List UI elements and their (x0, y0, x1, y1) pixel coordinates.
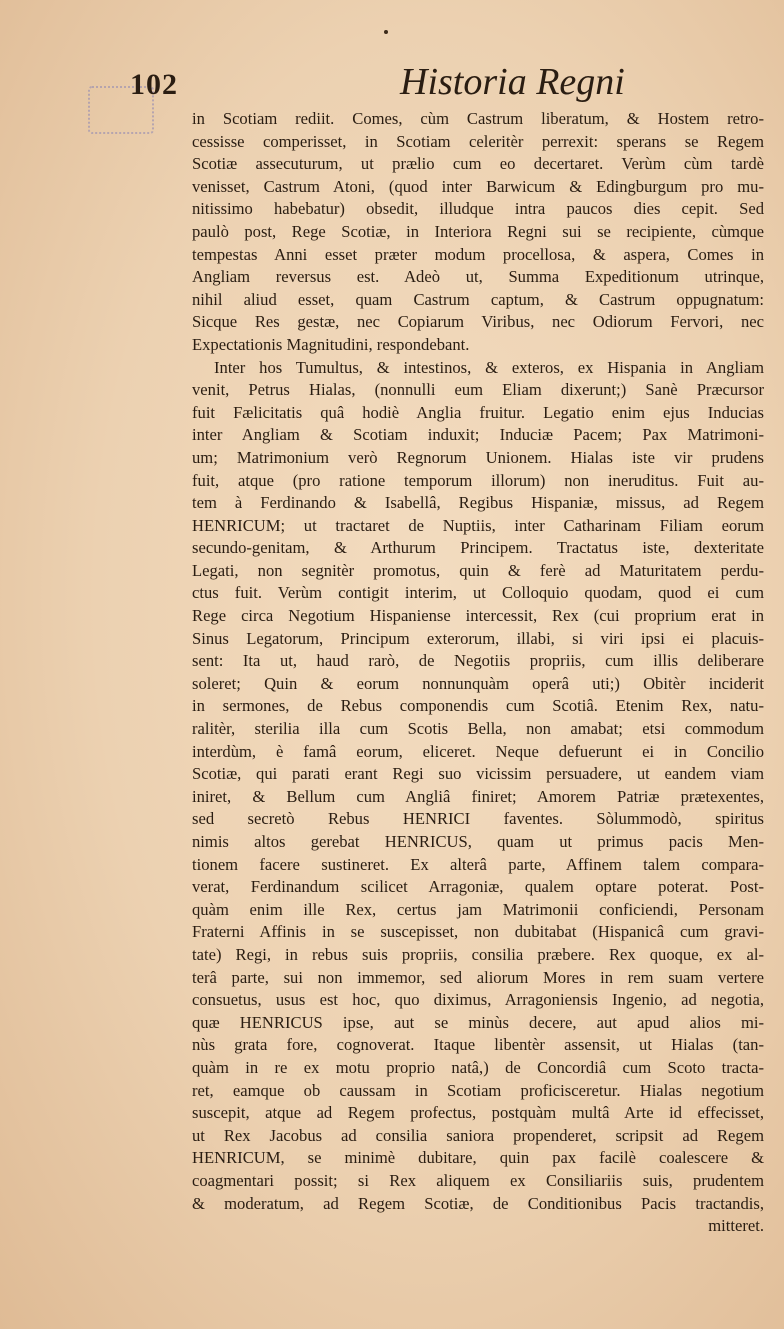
text-line: ctus fuit. Verùm contigit interim, ut Colloquio quodam, quod ei cum (192, 583, 764, 603)
text-line: Scotiæ assecuturum, ut prælio cum eo decertaret. Verùm cùm tardè (192, 154, 764, 174)
text-line: interdùm, è famâ eorum, eliceret. Neque defuerunt ei in Concilio (192, 741, 764, 761)
text-line: paulò post, Rege Scotiæ, in Interiora Regni sui se recipiente, cùmque (192, 221, 764, 241)
text-line: cessisse comperisset, in Scotiam celeritèr perrexit: sperans se Regem (192, 131, 764, 151)
text-line: Fraterni Affinis in se suscepisset, non dubitabat (Hispanicâ cum gravi- (192, 922, 764, 942)
text-line: in Scotiam rediit. Comes, cùm Castrum liberatum, & Hostem retro- (192, 109, 764, 128)
text-line: ralitèr, sterilia illa cum Scotis Bella, non amabat; etsi commodum (192, 719, 764, 739)
text-line: ret, eamque ob caussam in Scotiam proficisceretur. Hialas negotium (192, 1080, 764, 1100)
text-line: venit, Petrus Hialas, (nonnulli eum Eliam dixerunt;) Sanè Præcursor (192, 380, 764, 400)
text-line: in sermones, de Rebus componendis cum Scotiâ. Etenim Rex, natu- (192, 696, 764, 716)
text-line: consuetus, usus est hoc, quo diximus, Arragoniensis Ingenio, ad negotia, (192, 990, 764, 1010)
body-text (192, 108, 764, 1238)
text-line: soleret; Quin & eorum nonnunquàm operâ uti;) Obitèr inciderit (192, 673, 764, 693)
text-line: nitissimo habebatur) obsedit, illudque intra paucos dies cepit. Sed (192, 199, 764, 219)
running-title: Historia Regni (400, 61, 625, 103)
ink-dot (384, 30, 388, 34)
text-line: secundo-genitam, & Arthurum Principem. Tractatus iste, dexteritate (192, 538, 764, 558)
text-line: Angliam reversus est. Adeò ut, Summa Expeditionum utrinque, (192, 267, 764, 287)
text-line: Scotiæ, qui parati erant Regi suo vicissim persuadere, ut eandem viam (192, 764, 764, 784)
text-line: tionem facere sustineret. Ex alterâ parte, Affinem talem compara- (192, 854, 764, 874)
text-line: verat, Ferdinandum scilicet Arragoniæ, qualem optare poterat. Post- (192, 877, 764, 897)
page-number: 102 (130, 68, 178, 101)
text-line: HENRICUM; ut tractaret de Nuptiis, inter Catharinam Filiam eorum (192, 515, 764, 535)
text-line: nùs grata fore, cognoverat. Itaque libentèr assensit, ut Hialas (tan- (192, 1035, 764, 1055)
text-line: terâ parte, sui non immemor, sed aliorum Mores in rem suam vertere (192, 967, 764, 987)
text-line: Inter hos Tumultus, & intestinos, & exteros, ex Hispania in Angliam (214, 357, 764, 377)
text-line: mitteret. (708, 1216, 764, 1236)
page-header (130, 60, 770, 106)
text-line: tempestas Anni esset præter modum procellosa, & aspera, Comes in (192, 244, 764, 264)
text-line: iniret, & Bellum cum Angliâ finiret; Amorem Patriæ prætexentes, (192, 786, 764, 806)
text-line: Expectationis Magnitudini, respondebant. (192, 334, 470, 354)
text-line: fuit Fælicitatis quâ hodiè Anglia fruitur. Legatio enim ejus Inducias (192, 402, 764, 422)
text-line: tate) Regi, in rebus suis propriis, consilia præbere. Rex quoque, ex al- (192, 944, 764, 964)
text-line: nihil aliud esset, quam Castrum captum, & Castrum oppugnatum: (192, 289, 764, 309)
text-line: Rege circa Negotium Hispaniense intercessit, Rex (cui proprium erat in (192, 606, 764, 626)
text-line: HENRICUM, se minimè dubitare, quin pax facilè coalescere & (192, 1148, 764, 1168)
text-line: sed secretò Rebus HENRICI faventes. Sòlummodò, spiritus (192, 809, 764, 829)
text-line: fuit, atque (pro ratione temporum illorum) non ineruditus. Fuit au- (192, 470, 764, 490)
text-line: sent: Ita ut, haud rarò, de Negotiis propriis, cum illis deliberare (192, 651, 764, 671)
text-line: Sinus Legatorum, Principum exterorum, illabi, si viri ipsi ei placuis- (192, 628, 764, 648)
text-line: coagmentari possit; si Rex aliquem ex Consiliariis suis, prudentem (192, 1170, 764, 1190)
text-line: nimis altos gerebat HENRICUS, quam ut primus pacis Men- (192, 832, 764, 851)
text-line: um; Matrimonium verò Regnorum Unionem. Hialas iste vir prudens (192, 447, 764, 467)
text-line: ut Rex Jacobus ad consilia saniora propenderet, scripsit ad Regem (192, 1125, 764, 1145)
text-line: Legati, non segnitèr promotus, quin & ferè ad Maturitatem perdu- (192, 560, 764, 580)
text-line: Sicque Res gestæ, nec Copiarum Viribus, nec Odiorum Fervori, nec (192, 312, 764, 332)
text-line: & moderatum, ad Regem Scotiæ, de Conditionibus Pacis tractandis, (192, 1193, 764, 1213)
text-line: venisset, Castrum Atoni, (quod inter Barwicum & Edingburgum pro mu- (192, 176, 764, 196)
text-line: quæ HENRICUS ipse, aut se minùs decere, aut apud alios mi- (192, 1012, 764, 1032)
text-line: tem à Ferdinando & Isabellâ, Regibus Hispaniæ, missus, ad Regem (192, 493, 764, 513)
text-line: quàm in re ex motu proprio natâ,) de Concordiâ cum Scoto tracta- (192, 1057, 764, 1077)
text-line: suscepit, atque ad Regem profectus, postquàm multâ Arte id effecisset, (192, 1103, 764, 1123)
text-line: inter Angliam & Scotiam induxit; Induciæ Pacem; Pax Matrimoni- (192, 425, 764, 445)
text-line: quàm enim ille Rex, certus jam Matrimonii conficiendi, Personam (192, 899, 764, 919)
